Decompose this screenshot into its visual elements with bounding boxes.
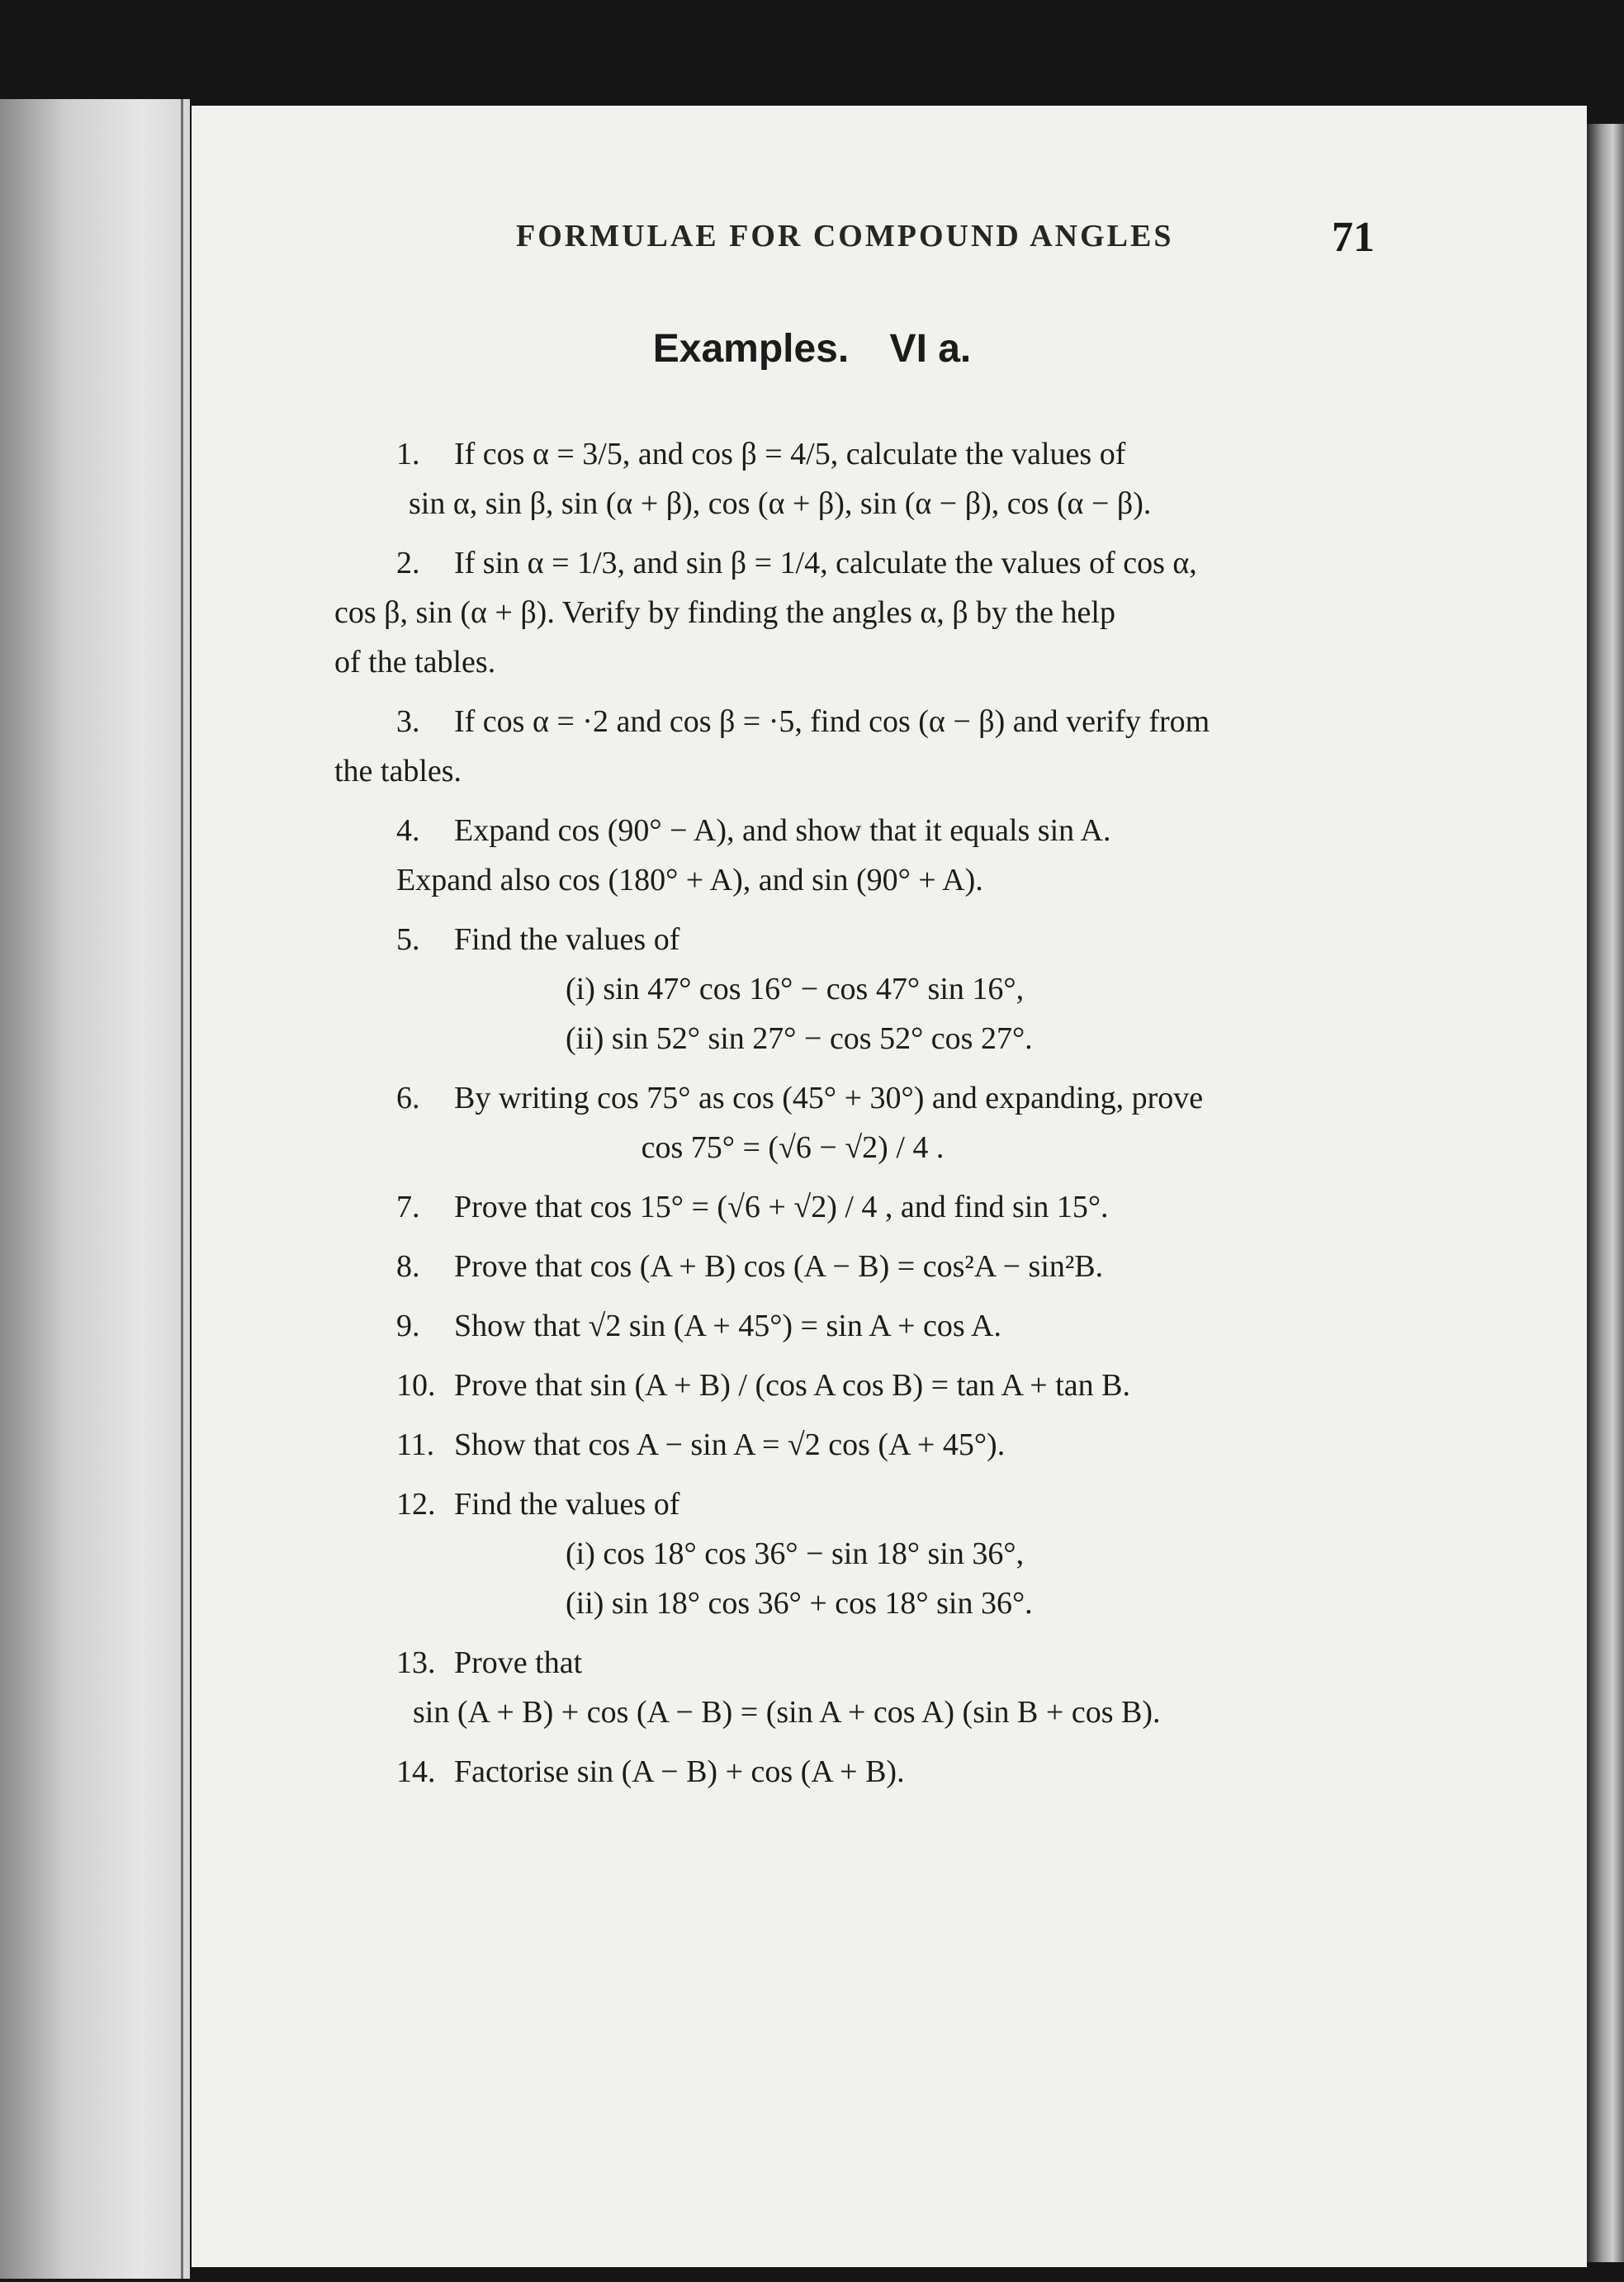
examples-list [334, 429, 1366, 1806]
example-text: If sin α = 1/3, and sin β = 1/4, calculate the values of cos α, [454, 546, 1197, 580]
example-text: of the tables. [334, 645, 496, 679]
example-subitem: (ii) sin 52° sin 27° − cos 52° cos 27°. [566, 1021, 1033, 1056]
example-number: 9. [396, 1309, 420, 1343]
example-number: 10. [396, 1368, 436, 1403]
example-subitem: (i) sin 47° cos 16° − cos 47° sin 16°, [566, 972, 1025, 1006]
example-formula: cos 75° = (√6 − √2) / 4 . [641, 1130, 945, 1165]
example-7 [334, 1182, 1366, 1232]
example-text: Find the values of [454, 922, 680, 957]
example-12 [334, 1480, 1366, 1628]
example-text: cos β, sin (α + β). Verify by finding the angles α, β by the help [334, 595, 1115, 630]
example-text: If cos α = 3/5, and cos β = 4/5, calculate the values of [454, 437, 1126, 471]
example-text: Prove that cos 15° = (√6 + √2) / 4 , and find sin 15°. [454, 1190, 1109, 1224]
example-4 [334, 806, 1366, 905]
example-text: Factorise sin (A − B) + cos (A + B). [454, 1754, 905, 1789]
example-text: If cos α = ·2 and cos β = ·5, find cos (α − β) and verify from [454, 704, 1210, 739]
example-10 [334, 1361, 1366, 1410]
section-title-number: VI a. [889, 327, 972, 371]
book-spine-left-page [0, 99, 190, 2279]
example-number: 6. [396, 1081, 420, 1115]
example-9 [334, 1301, 1366, 1351]
running-head: FORMULAE FOR COMPOUND ANGLES [516, 219, 1174, 253]
example-number: 7. [396, 1190, 420, 1224]
example-formula: sin (A + B) + cos (A − B) = (sin A + cos A) (sin B + cos B). [413, 1695, 1161, 1730]
example-text: Expand cos (90° − A), and show that it equals sin A. [454, 813, 1111, 848]
example-number: 3. [396, 704, 420, 739]
example-13 [334, 1638, 1366, 1737]
example-8 [334, 1242, 1366, 1291]
example-text: Prove that cos (A + B) cos (A − B) = cos²A − sin²B. [454, 1249, 1104, 1284]
example-subitem: (i) cos 18° cos 36° − sin 18° sin 36°, [566, 1536, 1025, 1571]
example-text: Expand also cos (180° + A), and sin (90° + A). [396, 863, 983, 897]
section-title [0, 326, 1624, 372]
example-text: Prove that [454, 1645, 583, 1680]
section-title-word: Examples. [652, 327, 850, 371]
example-number: 11. [396, 1427, 435, 1462]
example-number: 4. [396, 813, 420, 848]
example-text: Prove that sin (A + B) / (cos A cos B) = tan A + tan B. [454, 1368, 1130, 1403]
page-header [516, 213, 1375, 271]
example-14 [334, 1747, 1366, 1797]
example-subitem: (ii) sin 18° cos 36° + cos 18° sin 36°. [566, 1586, 1033, 1621]
example-5 [334, 915, 1366, 1063]
page-edge-right [1587, 124, 1624, 2262]
example-text: Show that √2 sin (A + 45°) = sin A + cos A. [454, 1309, 1001, 1343]
example-6 [334, 1073, 1366, 1172]
example-text: the tables. [334, 754, 462, 788]
example-text: Find the values of [454, 1487, 680, 1522]
example-number: 12. [396, 1487, 436, 1522]
example-number: 1. [396, 437, 420, 471]
example-number: 2. [396, 546, 420, 580]
example-2 [334, 538, 1366, 687]
example-number: 5. [396, 922, 420, 957]
example-3 [334, 697, 1366, 796]
example-1 [334, 429, 1366, 528]
page-number: 71 [1332, 214, 1375, 261]
example-text: sin α, sin β, sin (α + β), cos (α + β), sin (α − β), cos (α − β). [409, 486, 1152, 521]
example-number: 8. [396, 1249, 420, 1284]
example-number: 13. [396, 1645, 436, 1680]
example-text: Show that cos A − sin A = √2 cos (A + 45°). [454, 1427, 1006, 1462]
example-number: 14. [396, 1754, 436, 1789]
example-11 [334, 1420, 1366, 1470]
example-text: By writing cos 75° as cos (45° + 30°) and expanding, prove [454, 1081, 1204, 1115]
